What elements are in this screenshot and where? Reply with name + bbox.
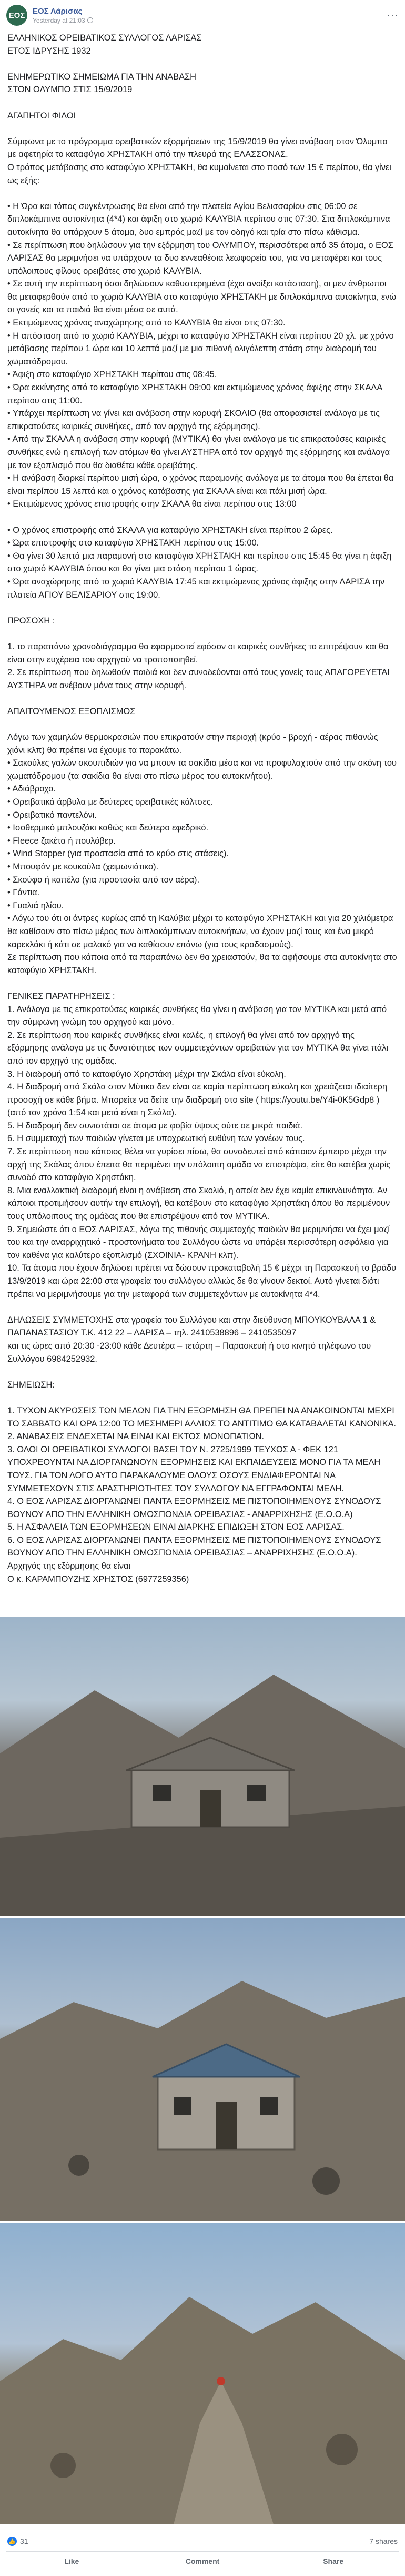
post-paragraph: Λόγω των χαμηλών θερμοκρασιών που επικρατούν στην περιοχή (κρύο - βροχή - αέρας πιθανώς χιόνι κλπ) θα πρέπει να έχουμε τα παρακάτω.: [7, 732, 381, 755]
post-paragraph: • Ορειβατικά άρβυλα με δεύτερες ορειβατικές κάλτσες.: [7, 797, 214, 807]
post-paragraph: [7, 57, 398, 71]
post-paragraph: Ο τρόπος μετάβασης στο καταφύγιο ΧΡΗΣΤΑΚΗ, θα κυμαίνεται στο ποσό των 15 € περίπου, θα γίνει ως εξής:: [7, 162, 394, 185]
post-paragraph: • Fleece ζακέτα ή πουλόβερ.: [7, 836, 116, 846]
post-paragraph: • Η Ώρα και τόπος συγκέντρωσης θα είναι από την πλατεία Αγίου Βελισσαρίου στις 06:00 σε διπλοκάμπινα αυτοκίνητα (4*4) και άφιξη στο χωριό ΚΑΛΥΒΙΑ περίπου στις 07:30. Στα διπλοκάμπινα αυτοκίνητα θα υπάρχουν 5 άτομα, δυο εμπρός μαζί με τον οδηγό και τρία στο πίσω κάθισμα.: [7, 201, 393, 237]
post-time-text[interactable]: Yesterday at 21:03: [33, 16, 85, 24]
post-paragraph: • Ο χρόνος επιστροφής από ΣΚΑΛΑ για καταφύγιο ΧΡΗΣΤΑΚΗ είναι περίπου 2 ώρες.: [7, 525, 333, 535]
post-paragraph: 9. Σημειώστε ότι ο ΕΟΣ ΛΑΡΙΣΑΣ, λόγω της πιθανής συμμετοχής παιδιών θα μεριμνήσει να έχει μαζί του και την αναρριχητικό - προστονήματα του Συλλόγου ώστε να υπάρξει περισσότερη ασφάλεια για τον καθένα για καλύτερο εξοπλισμό (ΣΧΟΙΝΙΑ- ΚΡΑΝΗ κλπ).: [7, 1224, 392, 1260]
post-paragraph: 10. Τα άτομα που έχουν δηλώσει πρέπει να δώσουν προκαταβολή 15 € μέχρι τη Παρασκευή το βράδυ 13/9/2019 και ώρα 22:00 στα γραφεία του συλλόγου αλλιώς δε θα γίνουν δεκτοί. Αυτό γίνεται διότι πρέπει να μεριμνήσουμε για την μεταφορά των συμμετεχόντων με αυτοκίνητα 4*4.: [7, 1263, 399, 1299]
post-paragraph: • Σε περίπτωση που δηλώσουν για την εξόρμηση του ΟΛΥΜΠΟΥ, περισσότερα από 35 άτομα, ο ΕΟΣ ΛΑΡΙΣΑΣ θα μεριμνήσει να υπάρχουν τα δυο εννεαθέσια λεωφορεία του, για να μεταφέρει και τους υπόλοιπους φίλους ορειβάτες στο χωριό ΚΑΛΥΒΙΑ.: [7, 240, 396, 276]
post-paragraph: • Αδιάβροχο.: [7, 784, 56, 794]
thumbs-up-icon: 👍: [7, 2537, 17, 2546]
post-paragraph: [7, 692, 398, 705]
post-paragraph: • Σκούφο ή καπέλο (για προστασία από τον αέρα).: [7, 875, 200, 885]
post-paragraph: • Ώρα εκκίνησης από το καταφύγιο ΧΡΗΣΤΑΚΗ 09:00 και εκτιμώμενος χρόνος άφιξης στην ΣΚΑΛΑ περίπου στις 11:00.: [7, 383, 384, 405]
globe-icon: [87, 17, 93, 23]
post-paragraph: • Ώρα επιστροφής στο καταφύγιο ΧΡΗΣΤΑΚΗ περίπου στις 15:00.: [7, 538, 259, 548]
page-avatar[interactable]: ΕΟΣ: [6, 5, 27, 26]
post-paragraph: ΑΠΑΙΤΟΥΜΕΝΟΣ ΕΞΟΠΛΙΣΜΟΣ: [7, 706, 136, 716]
page-name-link[interactable]: ΕΟΣ Λάρισας: [33, 6, 83, 16]
post-paragraph: 1. το παραπάνω χρονοδιάγραμμα θα εφαρμοστεί εφόσον οι καιρικές συνθήκες το επιτρέψουν και θα είναι στην ευχέρεια του αρχηγού να τροποποιηθεί.: [7, 641, 391, 665]
post-paragraph: • Λόγω του ότι οι άντρες κυρίως από τη Καλύβια μέχρι το καταφύγιο ΧΡΗΣΤΑΚΗ και για 20 χιλιόμετρα θα καθίσουν στο πίσω μέρος των διπλοκάμπινων αυτοκινήτων, να έχουν μαζί τους και ένα μικρό καρεκλάκι ή κάτι σε μαλακό για να καθίσουν επάνω (για τους κραδασμούς).: [7, 914, 396, 949]
post-paragraph: • Υπάρχει περίπτωση να γίνει και ανάβαση στην κορυφή ΣΚΟΛΙΟ (θα αποφασιστεί ανάλογα με τις επικρατούσες καιρικές συνθήκες, από τον αρχηγό της εξόρμησης).: [7, 409, 382, 431]
post-paragraph: [7, 187, 398, 200]
post-paragraph: 3. ΟΛΟΙ ΟΙ ΟΡΕΙΒΑΤΙΚΟΙ ΣΥΛΛΟΓΟΙ ΒΑΣΕΙ ΤΟΥ Ν. 2725/1999 ΤΕΥΧΟΣ Α - ΦΕΚ 121 ΥΠΟΧΡΕΟΥΝΤΑΙ ΝΑ ΔΙΟΡΓΑΝΩΝΟΥΝ ΕΞΟΡΜΗΣΕΙΣ ΚΑΙ ΕΚΠΑΙΔΕΥΣΕΙΣ ΜΟΝΟ ΓΙΑ ΤΑ ΜΕΛΗ ΤΟΥΣ. ΓΙΑ ΤΟΝ ΛΟΓΟ ΑΥΤΟ ΠΑΡΑΚΑΛΟΥΜΕ ΟΛΟΥΣ ΟΣΟΥΣ ΕΝΔΙΑΦΕΡΟΝΤΑΙ ΝΑ ΣΥΜΜΕΤΕΧΟΥΝ ΣΤΙΣ ΔΡΑΣΤΗΡΙΟΤΗΤΕΣ ΤΟΥ ΣΥΛΛΟΓΟΥ ΝΑ ΕΓΓΡΑΦΟΝΤΑΙ ΜΕΛΗ.: [7, 1444, 383, 1493]
post-paragraph: • Η απόσταση από το χωριό ΚΑΛΥΒΙΑ, μέχρι το καταφύγιο ΧΡΗΣΤΑΚΗ είναι περίπου 20 χλ. με χρόνο μετάβασης περίπου 1 ώρα και 10 λεπτά μαζί με μια πιθανή ολιγόλεπτη στάση στην διαδρομή του χωματόδρομου.: [7, 331, 397, 366]
post-paragraph: 2. ΑΝΑΒΑΣΕΙΣ ΕΝΔΕΧΕΤΑΙ ΝΑ ΕΙΝΑΙ ΚΑΙ ΕΚΤΟΣ ΜΟΝΟΠΑΤΙΩΝ.: [7, 1432, 265, 1442]
more-options-icon[interactable]: ···: [387, 9, 399, 21]
post-paragraph: Αρχηγός της εξόρμησης θα είναι: [7, 1561, 131, 1571]
post-paragraph: [7, 601, 398, 615]
mountain-hut-illustration-1: [0, 1617, 405, 1916]
post-paragraph: ΔΗΛΩΣΕΙΣ ΣΥΜΜΕΤΟΧΗΣ στα γραφεία του Συλλόγου και στην διεύθυνση ΜΠΟΥΚΟΥΒΑΛΑ 1 & ΠΑΠΑΝΑΣΤΑΣΙΟΥ Τ.Κ. 412 22 – ΛΑΡΙΣΑ – τηλ. 2410538896 – 2410535097: [7, 1315, 378, 1338]
post-paragraph: • Σακούλες γαλών σκουπιδιών για να μπουν τα σακίδια μέσα και να προφυλαχτούν από την σκόνη του χωματόδρομου (τα σακίδια θα είναι στο πίσω μέρος του αυτοκινήτου).: [7, 758, 399, 781]
post-paragraph: ΑΓΑΠΗΤΟΙ ΦΙΛΟΙ: [7, 111, 76, 121]
post-paragraph: 5. Η ΑΣΦΑΛΕΙΑ ΤΩΝ ΕΞΟΡΜΗΣΕΩΝ ΕΙΝΑΙ ΔΙΑΡΚΗΣ ΕΠΙΔΙΩΞΗ ΣΤΟΝ ΕΟΣ ΛΑΡΙΣΑΣ.: [7, 1522, 345, 1532]
post-paragraph: ΓΕΝΙΚΕΣ ΠΑΡΑΤΗΡΗΣΕΙΣ :: [7, 991, 115, 1001]
photo-grid: [0, 1617, 405, 2524]
post-paragraph: 3. Η διαδρομή από το καταφύγιο Χρηστάκη μέχρι την Σκάλα είναι εύκολη.: [7, 1069, 286, 1079]
post-paragraph: Σε περίπτωση που κάποια από τα παραπάνω δεν θα χρειαστούν, θα τα αφήσουμε στα αυτοκίνητα στο καταφύγιο ΧΡΗΣΤΑΚΗ.: [7, 953, 400, 975]
post-paragraph: και τις ώρες από 20:30 -23:00 κάθε Δευτέρα – τετάρτη – Παρασκευή ή στο κινητό τηλέφωνο του Συλλόγου 6984252932.: [7, 1341, 373, 1364]
post-paragraph: 2. Σε περίπτωση που δηλωθούν παιδιά και δεν συνοδεύονται από τους γονείς τους ΑΠΑΓΟΡΕΥΕΤΑΙ ΑΥΣΤΗΡΑ να ανέβουν μόνα τους στην κορυφή.: [7, 668, 392, 690]
post-paragraph: • Ορειβατικό παντελόνι.: [7, 810, 97, 820]
post-header: [0, 0, 405, 31]
post-paragraph: • Εκτιμώμενος χρόνος αναχώρησης από το ΚΑΛΥΒΙΑ θα είναι στις 07:30.: [7, 318, 286, 328]
post-paragraph: [7, 122, 398, 135]
post-paragraph: 5. Η διαδρομή δεν συνιστάται σε άτομα με φοβία ύψους ούτε σε μικρά παιδιά.: [7, 1121, 303, 1131]
post-paragraph: • Ισοθερμικό μπλουζάκι καθώς και δεύτερο εφεδρικό.: [7, 823, 209, 833]
post-paragraph: 8. Μια εναλλακτική διαδρομή είναι η ανάβαση στο Σκολιό, η οποία δεν έχει καμία επικινδυνότητα. Αν κάποιοι προτιμήσουν αυτήν την επιλογή, θα κατέβουν στο καταφύγιο Χρηστάκη όπου θα περιμένουν τους υπόλοιπους της ομάδας που θα επιστρέψουν από τον ΜΥΤΙΚΑ.: [7, 1185, 392, 1222]
post-paragraph: Σύμφωνα με το πρόγραμμα ορειβατικών εξορμήσεων της 15/9/2019 θα γίνει ανάβαση στον Όλυμπο με αφετηρία το καταφύγιο ΧΡΗΣΤΑΚΗ από την πλευρά της ΕΛΑΣΣΟΝΑΣ.: [7, 136, 390, 160]
post-paragraph: 2. Σε περίπτωση που καιρικές συνθήκες είναι καλές, η επιλογή θα γίνει από τον αρχηγό της εξόρμησης ανάλογα με τις δυνατότητες των συμμετεχόντων ορειβατών για τον ΜΥΤΙΚΑ θα γίνει πάλι από τον αρχηγό της ομάδας.: [7, 1030, 391, 1066]
post-paragraph: ΣΤΟΝ ΟΛΥΜΠΟ ΣΤΙΣ 15/9/2019: [7, 85, 133, 95]
post-paragraph: • Από την ΣΚΑΛΑ η ανάβαση στην κορυφή (ΜΥΤΙΚΑ) θα γίνει ανάλογα με τις επικρατούσες καιρικές συνθήκες ενώ η επιλογή των ατόμων θα γίνει ΑΥΣΤΗΡΑ από τον αρχηγό της εξόρμησης και ανάλογα με τον εξοπλισμό που θα διαθέτει κάθε ορειβάτης.: [7, 434, 392, 470]
share-count[interactable]: 7 shares: [369, 2537, 398, 2545]
post-paragraph: • Η ανάβαση διαρκεί περίπου μισή ώρα, ο χρόνος παραμονής ανάλογα με τα άτομα που θα έπεται θα είναι περίπου 15 λεπτά και ο χρόνος κατάβασης για ΣΚΑΛΑ είναι και πάλι μισή ώρα.: [7, 473, 396, 496]
post-paragraph: 7. Σε περίπτωση που κάποιος θέλει να γυρίσει πίσω, θα συνοδευτεί από κάποιον έμπειρο μέχρι την αρχή της Σκάλας όπου έπειτα θα περιμένει την υπόλοιπη ομάδα να επιστρέψει, είτε θα κατέβει χωρίς συνοδό στο καταφύγιο Χρηστάκη.: [7, 1147, 393, 1183]
post-stats: [0, 2531, 405, 2551]
post-paragraph: ΕΤΟΣ ΙΔΡΥΣΗΣ 1932: [7, 46, 91, 56]
post-paragraph: [7, 1365, 398, 1379]
post-paragraph: • Εκτιμώμενος χρόνος επιστροφής στην ΣΚΑΛΑ θα είναι περίπου στις 13:00: [7, 499, 297, 509]
post-paragraph: ΕΛΛΗΝΙΚΟΣ ΟΡΕΙΒΑΤΙΚΟΣ ΣΥΛΛΟΓΟΣ ΛΑΡΙΣΑΣ: [7, 33, 202, 43]
photo-1[interactable]: [0, 1617, 405, 1916]
post-paragraph: 1. Ανάλογα με τις επικρατούσες καιρικές συνθήκες θα γίνει η ανάβαση για τον ΜΥΤΙΚΑ και μετά από την σύμφωνη γνώμη του αρχηγού και μόνο.: [7, 1004, 389, 1027]
post-paragraph: • Wind Stopper (για προστασία από το κρύο στις στάσεις).: [7, 849, 229, 859]
post-paragraph: 4. Ο ΕΟΣ ΛΑΡΙΣΑΣ ΔΙΟΡΓΑΝΩΝΕΙ ΠΑΝΤΑ ΕΞΟΡΜΗΣΕΙΣ ΜΕ ΠΙΣΤΟΠΟΙΗΜΕΝΟΥΣ ΣΥΝΟΔΟΥΣ ΒΟΥΝΟΥ ΑΠΟ ΤΗΝ ΕΛΛΗΝΙΚΗ ΟΜΟΣΠΟΝΔΙΑ ΟΡΕΙΒΑΣΙΑΣ - ΑΝΑΡΡΙΧΗΣΗΣ (Ε.Ο.Ο.Α): [7, 1497, 383, 1519]
post-text: [7, 32, 398, 1590]
post-paragraph: [7, 1391, 398, 1404]
post-paragraph: ΣΗΜΕΙΩΣΗ:: [7, 1380, 55, 1390]
post-actions: [6, 2551, 399, 2571]
post-paragraph: [7, 627, 398, 640]
post-paragraph: • Σε αυτή την περίπτωση όσοι δηλώσουν καθυστερημένα (έχει ανοίξει κατάσταση), οι μεν άνθρωποι θα μεταφερθούν από το χωριό ΚΑΛΥΒΙΑ στο καταφύγιο ΧΡΗΣΤΑΚΗ με διπλοκάμπινα αυτοκίνητα, ενώ οι γονείς και τα παιδιά θα είναι μέσα σε αυτά.: [7, 279, 399, 315]
like-button[interactable]: Like: [64, 2557, 79, 2565]
reaction-summary[interactable]: [7, 2537, 28, 2546]
post-paragraph: • Θα γίνει 30 λεπτά μια παραμονή στο καταφύγιο ΧΡΗΣΤΑΚΗ και περίπου στις 15:45 θα γίνει η άφιξη στο χωριό ΚΑΛΥΒΙΑ όπου και θα γίνει μια στάση περίπου 1 ώρας.: [7, 551, 394, 574]
post-paragraph: • Μπουφάν με κουκούλα (χειμωνιάτικο).: [7, 862, 159, 871]
post-paragraph: [7, 977, 398, 990]
post-paragraph: Ο κ. ΚΑΡΑΜΠΟΥΖΗΣ ΧΡΗΣΤΟΣ (6977259356): [7, 1574, 189, 1584]
post-paragraph: • Ώρα αναχώρησης από το χωριό ΚΑΛΥΒΙΑ 17:45 και εκτιμώμενος χρόνος άφιξης στην ΛΑΡΙΣΑ την πλατεία ΑΓΙΟΥ ΒΕΛΙΣΑΡΙΟΥ στις 19:00.: [7, 577, 387, 600]
comment-button[interactable]: Comment: [185, 2557, 220, 2565]
post-paragraph: [7, 96, 398, 110]
share-button[interactable]: Share: [323, 2557, 344, 2565]
post-paragraph: [7, 718, 398, 731]
post-paragraph: ΕΝΗΜΕΡΩΤΙΚΟ ΣΗΜΕΙΩΜΑ ΓΙΑ ΤΗΝ ΑΝΑΒΑΣΗ: [7, 72, 197, 82]
mountain-trail-illustration-3: [0, 2223, 405, 2524]
post-paragraph: 4. Η διαδρομή από Σκάλα στον Μύτικα δεν είναι σε καμία περίπτωση εύκολη και χρειάζεται ιδιαίτερη προσοχή σε κάθε βήμα. Μπορείτε να δείτε την διαδρομή στο site ( https://youtu.be/Y4i-0K5Gdp8 ) (από τον χρόνο 1:54 και μετά είναι η Σκάλα).: [7, 1082, 390, 1118]
post-footer: [0, 2531, 405, 2576]
post-paragraph: • Γάντια.: [7, 888, 40, 898]
post-paragraph: ΠΡΟΣΟΧΗ :: [7, 616, 55, 626]
photo-2[interactable]: [0, 1918, 405, 2221]
post-paragraph: [7, 511, 398, 524]
post-paragraph: 1. ΤΥΧΟΝ ΑΚΥΡΩΣΕΙΣ ΤΩΝ ΜΕΛΩΝ ΓΙΑ ΤΗΝ ΕΞΟΡΜΗΣΗ ΘΑ ΠΡΕΠΕΙ ΝΑ ΑΝΑΚΟΙΝΟΝΤΑΙ ΜΕΧΡΙ ΤΟ ΣΑΒΒΑΤΟ ΚΑΙ ΩΡΑ 12:00 ΤΟ ΜΕΣΗΜΕΡΙ ΑΛΛΙΩΣ ΤΟ ΑΝΤΙΤΙΜΟ ΘΑ ΚΑΤΑΒΑΛΕΤΑΙ ΚΑΝΟΝΙΚΑ.: [7, 1405, 397, 1429]
post-paragraph: 6. Ο ΕΟΣ ΛΑΡΙΣΑΣ ΔΙΟΡΓΑΝΩΝΕΙ ΠΑΝΤΑ ΕΞΟΡΜΗΣΕΙΣ ΜΕ ΠΙΣΤΟΠΟΙΗΜΕΝΟΥΣ ΣΥΝΟΔΟΥΣ ΒΟΥΝΟΥ ΑΠΟ ΤΗΝ ΕΛΛΗΝΙΚΗ ΟΜΟΣΠΟΝΔΙΑ ΟΡΕΙΒΑΣΙΑΣ – ΑΝΑΡΡΙΧΗΣΗΣ (Ε.Ο.Ο.Α).: [7, 1535, 383, 1558]
post-paragraph: • Γυαλιά ηλίου.: [7, 900, 64, 910]
post-timestamp[interactable]: [33, 17, 93, 24]
post-paragraph: [7, 1301, 398, 1314]
post-paragraph: 6. Η συμμετοχή των παιδιών γίνεται με υποχρεωτική ευθύνη των γονέων τους.: [7, 1134, 305, 1144]
mountain-hut-illustration-2: [0, 1918, 405, 2221]
post-meta: [33, 7, 93, 24]
post-paragraph: • Άφιξη στο καταφύγιο ΧΡΗΣΤΑΚΗ περίπου στις 08:45.: [7, 370, 217, 380]
photo-3[interactable]: [0, 2223, 405, 2524]
like-count[interactable]: 31: [20, 2537, 28, 2545]
